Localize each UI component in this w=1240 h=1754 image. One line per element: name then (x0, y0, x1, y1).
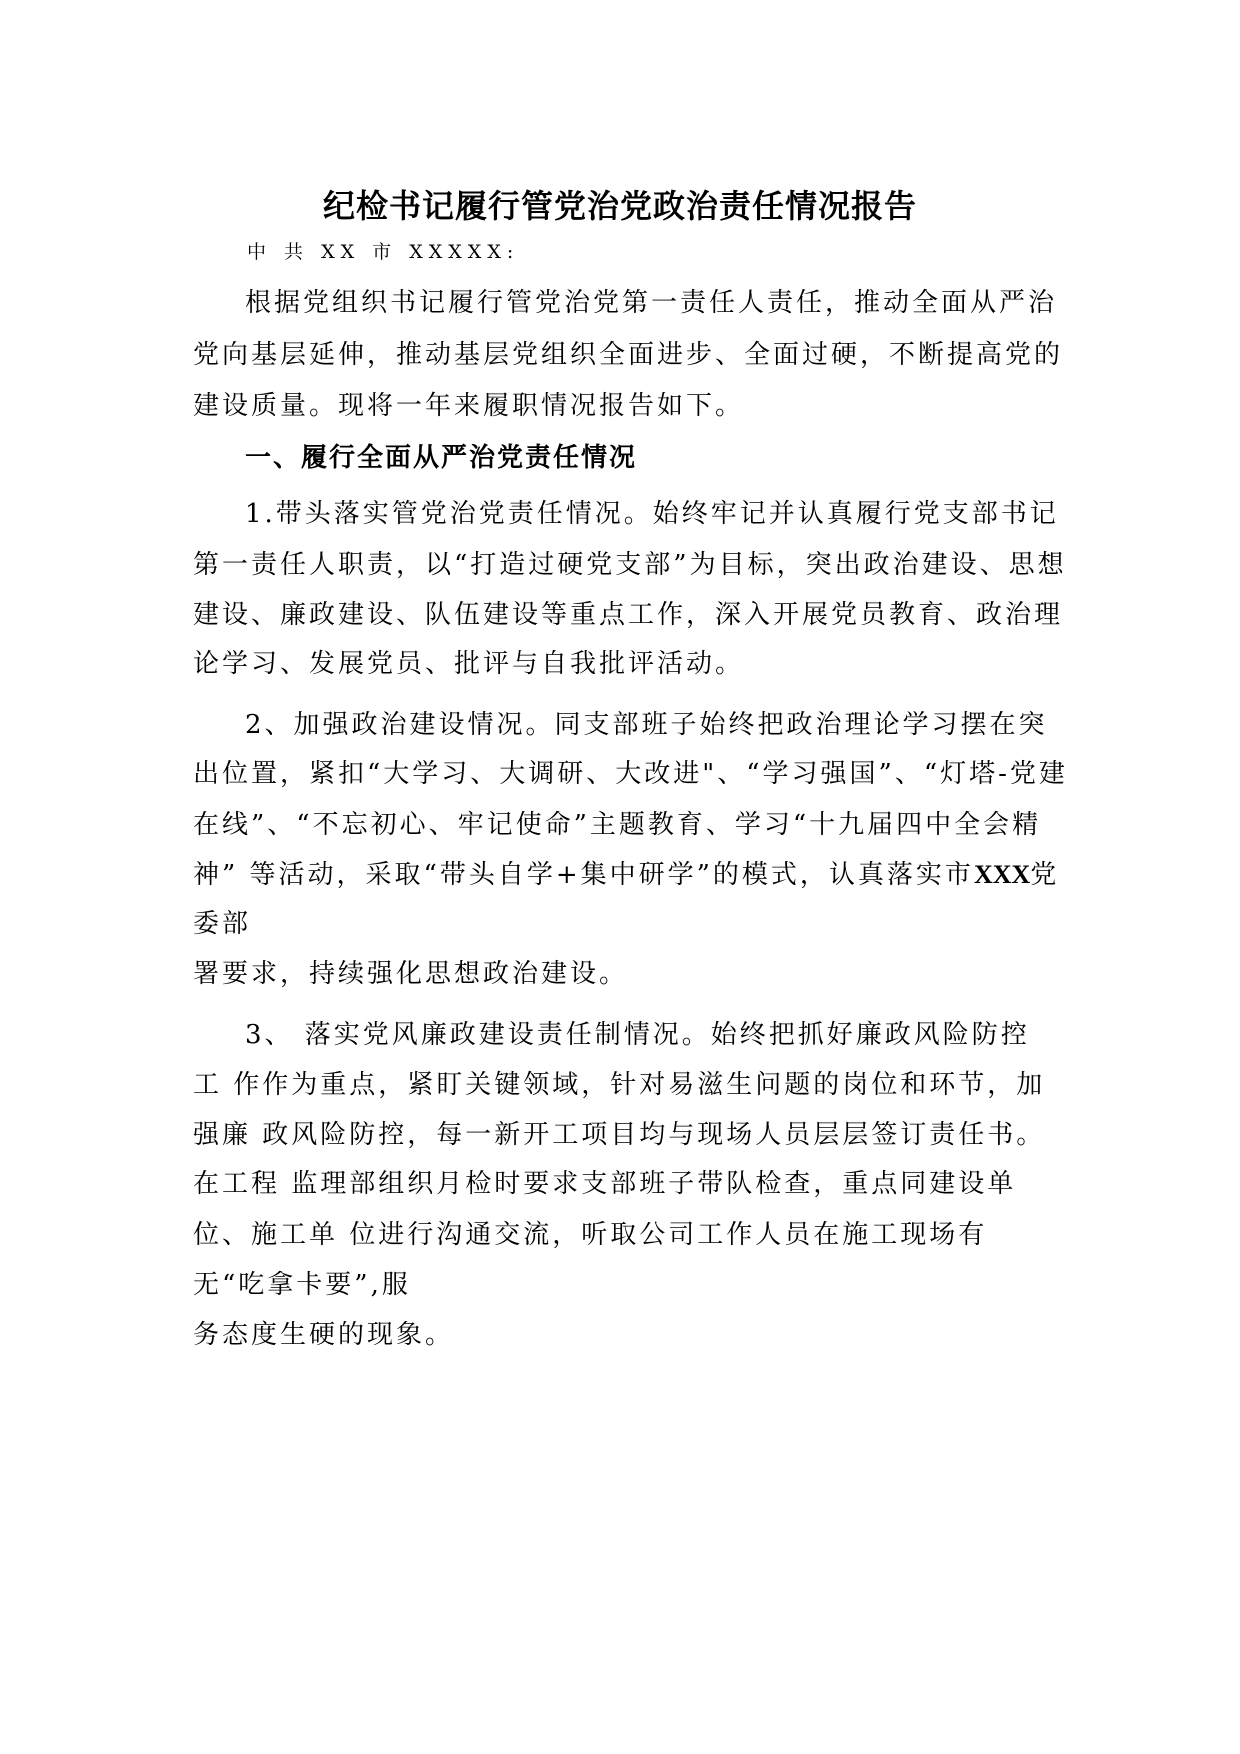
addressee-line: 中 共 XX 市 XXXXX: (247, 241, 520, 263)
item2-line-6: 署要求，持续强化思想政治建设。 (193, 959, 629, 989)
item2-line-5: 委部 (193, 909, 252, 939)
item2-line-4-end: 党 (1030, 860, 1060, 890)
item2-line-3: 在线”、“不忘初心、牢记使命”主题教育、学习“十九届四中全会精 (193, 810, 1042, 840)
item2-line-4-text: 神” 等活动，采取“带头自学+集中研学”的模式，认真落实市 (193, 860, 974, 890)
intro-line-2: 党向基层延伸，推动基层党组织全面进步、全面过硬，不断提高党的 (193, 340, 1064, 370)
item3-line-2: 工 作作为重点，紧盯关键领域，针对易滋生问题的岗位和环节，加 (193, 1070, 1046, 1100)
section-heading-1: 一、履行全面从严治党责任情况 (245, 443, 638, 473)
item3-line-7: 务态度生硬的现象。 (193, 1320, 455, 1350)
item1-line-3: 建设、廉政建设、队伍建设等重点工作，深入开展党员教育、政治理 (193, 600, 1064, 630)
item2-line-1: 2、加强政治建设情况。同支部班子始终把政治理论学习摆在突 (245, 710, 1048, 740)
item3-line-1: 3、 落实党风廉政建设责任制情况。始终把抓好廉政风险防控 (245, 1020, 1030, 1050)
item3-line-4: 在工程 监理部组织月检时要求支部班子带队检查，重点同建设单 (193, 1169, 1017, 1199)
item1-line-4: 论学习、发展党员、批评与自我批评活动。 (193, 649, 745, 679)
intro-line-1: 根据党组织书记履行管党治党第一责任人责任，推动全面从严治 (245, 288, 1058, 318)
document-title: 纪检书记履行管党治党政治责任情况报告 (322, 187, 917, 225)
item1-line-1: 1.带头落实管党治党责任情况。始终牢记并认真履行党支部书记 (245, 499, 1059, 529)
item3-line-6: 无“吃拿卡要”,服 (193, 1270, 411, 1300)
item2-line-4-bold-text: XXX (973, 860, 1031, 889)
item2-line-2: 出位置，紧扣“大学习、大调研、大改进"、“学习强国”、“灯塔-党建 (193, 759, 1068, 789)
item3-line-3: 强廉 政风险防控，每一新开工项目均与现场人员层层签订责任书。 (193, 1120, 1046, 1150)
item1-line-2: 第一责任人职责，以“打造过硬党支部”为目标，突出政治建设、思想 (193, 550, 1067, 580)
item2-line-4 (193, 858, 1059, 892)
item3-line-5: 位、施工单 位进行沟通交流，听取公司工作人员在施工现场有 (193, 1220, 988, 1250)
intro-line-3: 建设质量。现将一年来履职情况报告如下。 (193, 391, 745, 421)
